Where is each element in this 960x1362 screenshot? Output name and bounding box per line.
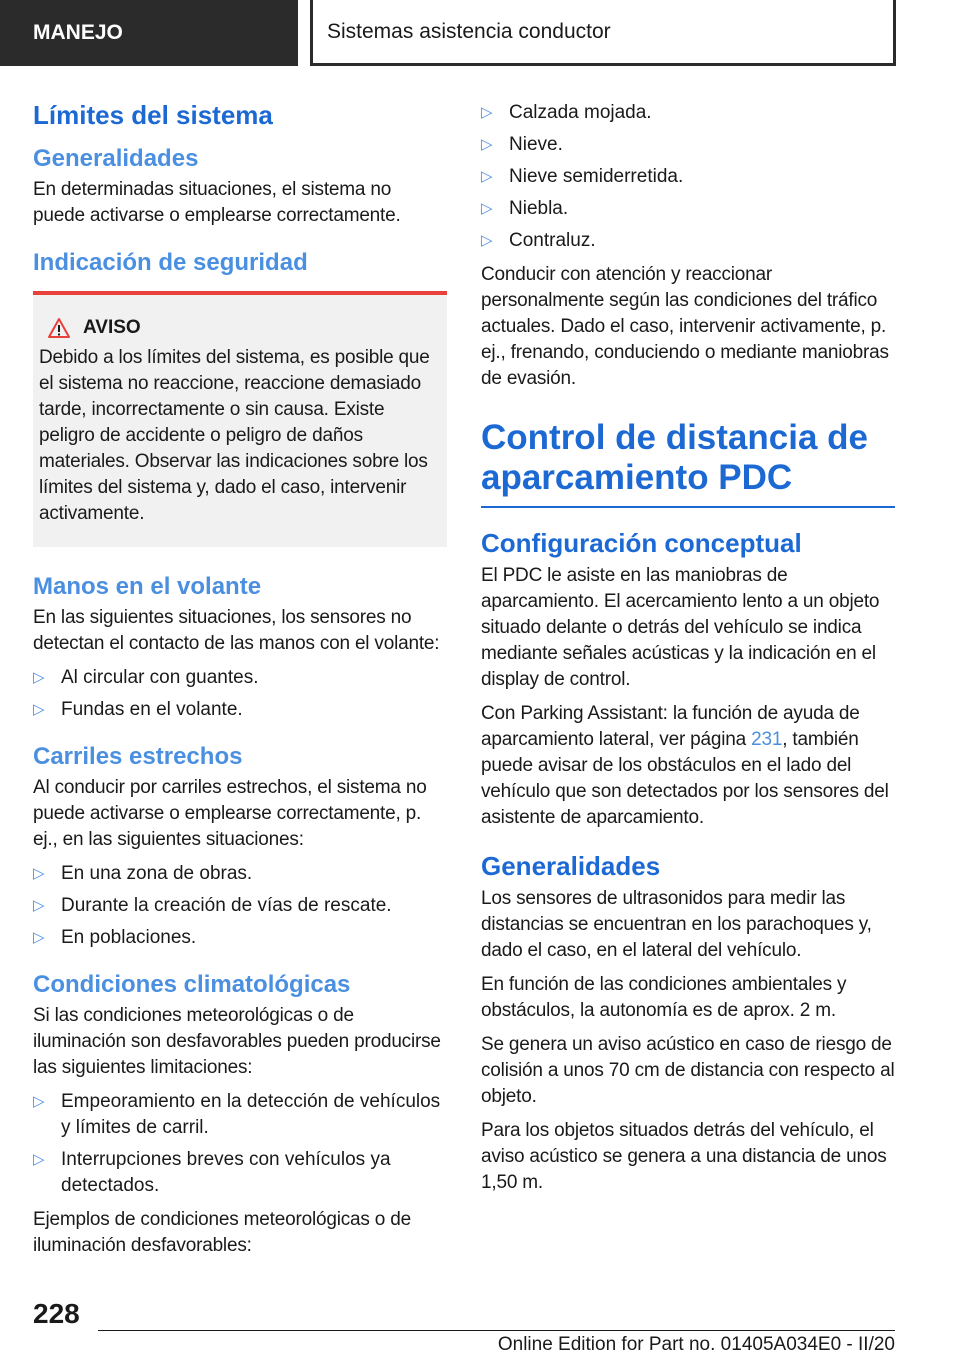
bullet-triangle-icon: ▷ [33,701,45,718]
list-item: ▷ Al circular con guantes. [33,665,447,691]
bullet-triangle-icon: ▷ [481,168,493,185]
page-header [0,0,960,66]
list-item: ▷ Durante la creación de vías de rescate. [33,893,447,919]
list-item: ▷ Fundas en el volante. [33,697,447,723]
config-heading: Configuración conceptual [481,528,802,558]
warning-text: Debido a los límites del sistema, es posible que el sistema no reaccione, reaccione demasiado tarde, incorrectamente o sin causa. Existe peligro de accidente o peligro de daños materiales. Observar las indicaciones sobre los límites del sistema y, dado el caso, intervenir activamente. [39,347,430,524]
config-text1: El PDC le asiste en las maniobras de aparcamiento. El acercamiento lento a un objeto situado delante o detrás del vehículo se indica mediante señales acústicas y la indicación en el display de control. [481,565,880,690]
bullet-triangle-icon: ▷ [33,929,45,946]
pdc-title: Control de distancia de aparcamiento PDC [481,418,895,508]
manos-list [33,665,447,723]
footer-divider [98,1330,895,1331]
carriles-text: Al conducir por carriles estrechos, el sistema no puede activarse o emplearse correctamente, p. ej., en las siguientes situaciones: [33,777,427,850]
section-label: Sistemas asistencia conductor [313,0,893,63]
general-p1: Los sensores de ultrasonidos para medir las distancias se encuentran en los parachoques y, dado el caso, en el lateral del vehículo. [481,888,872,961]
generalidades-text: En determinadas situaciones, el sistema no puede activarse o emplearse correctamente. [33,179,401,226]
list-item: ▷ Nieve. [481,132,895,158]
bullet-triangle-icon: ▷ [481,200,493,217]
bullet-triangle-icon: ▷ [481,104,493,121]
list-item: ▷ Empeoramiento en la detección de vehículos y límites de carril. [33,1091,441,1138]
list-item: ▷ Contraluz. [481,228,895,254]
list-item: ▷ En poblaciones. [33,925,447,951]
clima-text: Si las condiciones meteorológicas o de iluminación son desfavorables pueden producirse las siguientes limitaciones: [33,1005,441,1078]
general-p2: En función de las condiciones ambientales y obstáculos, la autonomía es de aprox. 2 m. [481,974,847,1021]
bullet-triangle-icon: ▷ [33,669,45,686]
bullet-triangle-icon: ▷ [481,136,493,153]
bullet-triangle-icon: ▷ [33,1093,45,1110]
manos-section [33,573,447,723]
general-p3: Se genera un aviso acústico en caso de riesgo de colisión a unos 70 cm de distancia con respecto al objeto. [481,1034,895,1107]
bullet-triangle-icon: ▷ [33,897,45,914]
weather-list [481,100,895,254]
left-column [33,100,447,1279]
list-item: ▷ Nieve semiderretida. [481,164,895,190]
clima-text2: Ejemplos de condiciones meteorológicas o de iluminación desfavorables: [33,1209,411,1256]
generalidades-section [33,145,447,229]
right-column [481,100,895,1204]
chapter-label: MANEJO [0,0,298,66]
warning-title-row [39,317,439,339]
page-link[interactable]: 231 [751,729,783,750]
bullet-triangle-icon: ▷ [481,232,493,249]
manos-text: En las siguientes situaciones, los sensores no detectan el contacto de las manos con el volante: [33,607,440,654]
list-item: ▷ En una zona de obras. [33,861,447,887]
list-item: ▷ Niebla. [481,196,895,222]
generalidades-heading: Generalidades [33,145,199,172]
general-p4: Para los objetos situados detrás del vehículo, el aviso acústico se genera a una distancia de unos 1,50 m. [481,1120,887,1193]
list-item: ▷ Interrupciones breves con vehículos ya detectados. [33,1149,391,1196]
clima-list [33,1089,447,1199]
attention-text: Conducir con atención y reaccionar personalmente según las condiciones del tráfico actuales. Dado el caso, intervenir activamente, p. ej., frenando, conduciendo o mediante maniobras de evasión. [481,264,889,389]
carriles-heading: Carriles estrechos [33,743,243,770]
warning-title: AVISO [83,317,141,338]
page-number: 228 [33,1298,80,1329]
clima-heading: Condiciones climatológicas [33,971,351,998]
warning-triangle-icon [47,317,71,339]
manos-heading: Manos en el volante [33,573,262,600]
section-title: Límites del sistema [33,100,273,130]
bullet-triangle-icon: ▷ [33,1151,45,1168]
general-heading: Generalidades [481,851,661,881]
warning-box [33,291,447,547]
carriles-list [33,861,447,951]
clima-section [33,971,447,1259]
carriles-section [33,743,447,951]
seguridad-heading: Indicación de seguridad [33,249,308,276]
bullet-triangle-icon: ▷ [33,865,45,882]
list-item: ▷ Calzada mojada. [481,100,895,126]
config-text2: Con Parking Assistant: la función de ayuda de aparcamiento lateral, ver página 231, también puede avisar de los obstáculos en el lado del vehículo que son detectados por los sensores del asistente de aparcamiento. [481,703,889,828]
section-tab [310,0,896,66]
footer-edition: Online Edition for Part no. 01405A034E0 - II/20 [497,1334,895,1355]
